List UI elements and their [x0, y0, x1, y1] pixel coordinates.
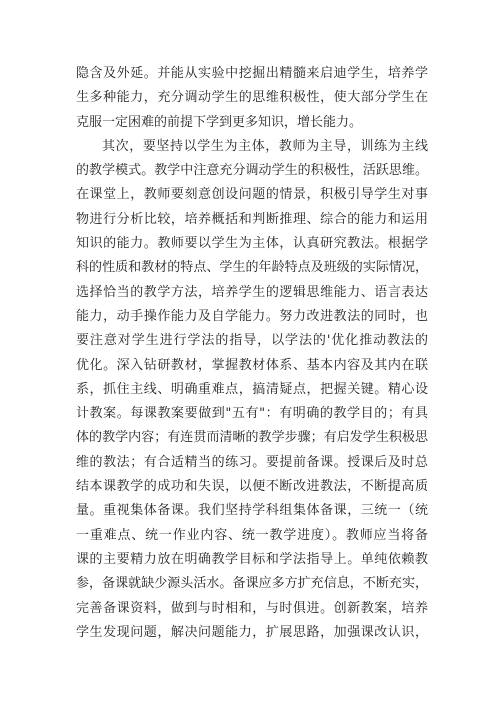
paragraph-1-line-1: 隐含及外延。并能从实验中挖掘出精髓来启迪学生，培养学 [76, 66, 428, 81]
paragraph-2-line-18: 课的主要精力放在明确教学目标和学法指导上。单纯依赖教 [76, 551, 428, 567]
paragraph-2-line-2: 的教学模式。教学中注意充分调动学生的积极性，活跃思维。 [76, 163, 428, 179]
paragraph-2-line-15: 结本课教学的成功和失误，以便不断改进教法，不断提高质 [76, 479, 428, 495]
paragraph-2-line-5: 知识的能力。教师要以学生为主体，认真研究教法。根据学 [76, 236, 428, 252]
paragraph-2-line-3: 在课堂上，教师要刻意创设问题的情景，积极引导学生对事 [76, 187, 428, 203]
paragraph-2-line-8: 能力，动手操作能力及自学能力。努力改进教法的同时，也 [76, 308, 428, 324]
paragraph-2-line-7: 选择恰当的教学方法，培养学生的逻辑思维能力、语言表达 [76, 284, 428, 300]
paragraph-2-line-1: 其次，要坚持以学生为主体，教师为主导，训练为主线 [102, 138, 428, 154]
paragraph-2-line-6: 科的性质和教材的特点、学生的年龄特点及班级的实际情况， [76, 260, 428, 276]
paragraph-2-line-13: 体的教学内容；有连贯而清晰的教学步骤；有启发学生积极思 [76, 430, 428, 446]
paragraph-2-line-12: 计教案。每课教案要做到"五有"：有明确的教学目的；有具 [76, 406, 428, 422]
paragraph-2-line-16: 量。重视集体备课。我们坚持学科组集体备课，三统一（统 [76, 503, 428, 519]
paragraph-2-line-11: 系，抓住主线、明确重难点，搞清疑点，把握关键。精心设 [76, 381, 428, 397]
paragraph-2-line-4: 物进行分析比较，培养概括和判断推理、综合的能力和运用 [76, 211, 428, 227]
paragraph-2-line-20: 完善备课资料，做到与时相和，与时俱进。创新教案，培养 [76, 600, 428, 616]
paragraph-1-line-2: 生多种能力，充分调动学生的思维积极性，使大部分学生在 [76, 90, 428, 106]
document-page [76, 62, 428, 645]
paragraph-2-line-21: 学生发现问题，解决问题能力，扩展思路，加强课改认识， [76, 624, 428, 640]
paragraph-2-line-19: 参，备课就缺少源头活水。备课应多方扩充信息，不断充实， [76, 576, 428, 592]
paragraph-2-line-14: 维的教法；有合适精当的练习。要提前备课。授课后及时总 [76, 454, 428, 470]
paragraph-2-line-9: 要注意对学生进行学法的指导，以学法的'优化推动教法的 [76, 333, 428, 349]
paragraph-1-line-3: 克服一定困难的前提下学到更多知识，增长能力。 [76, 114, 363, 130]
paragraph-2-line-17: 一重难点、统一作业内容、统一教学进度）。教师应当将备 [76, 527, 428, 543]
paragraph-2-line-10: 优化。深入钻研教材，掌握教材体系、基本内容及其内在联 [76, 357, 428, 373]
